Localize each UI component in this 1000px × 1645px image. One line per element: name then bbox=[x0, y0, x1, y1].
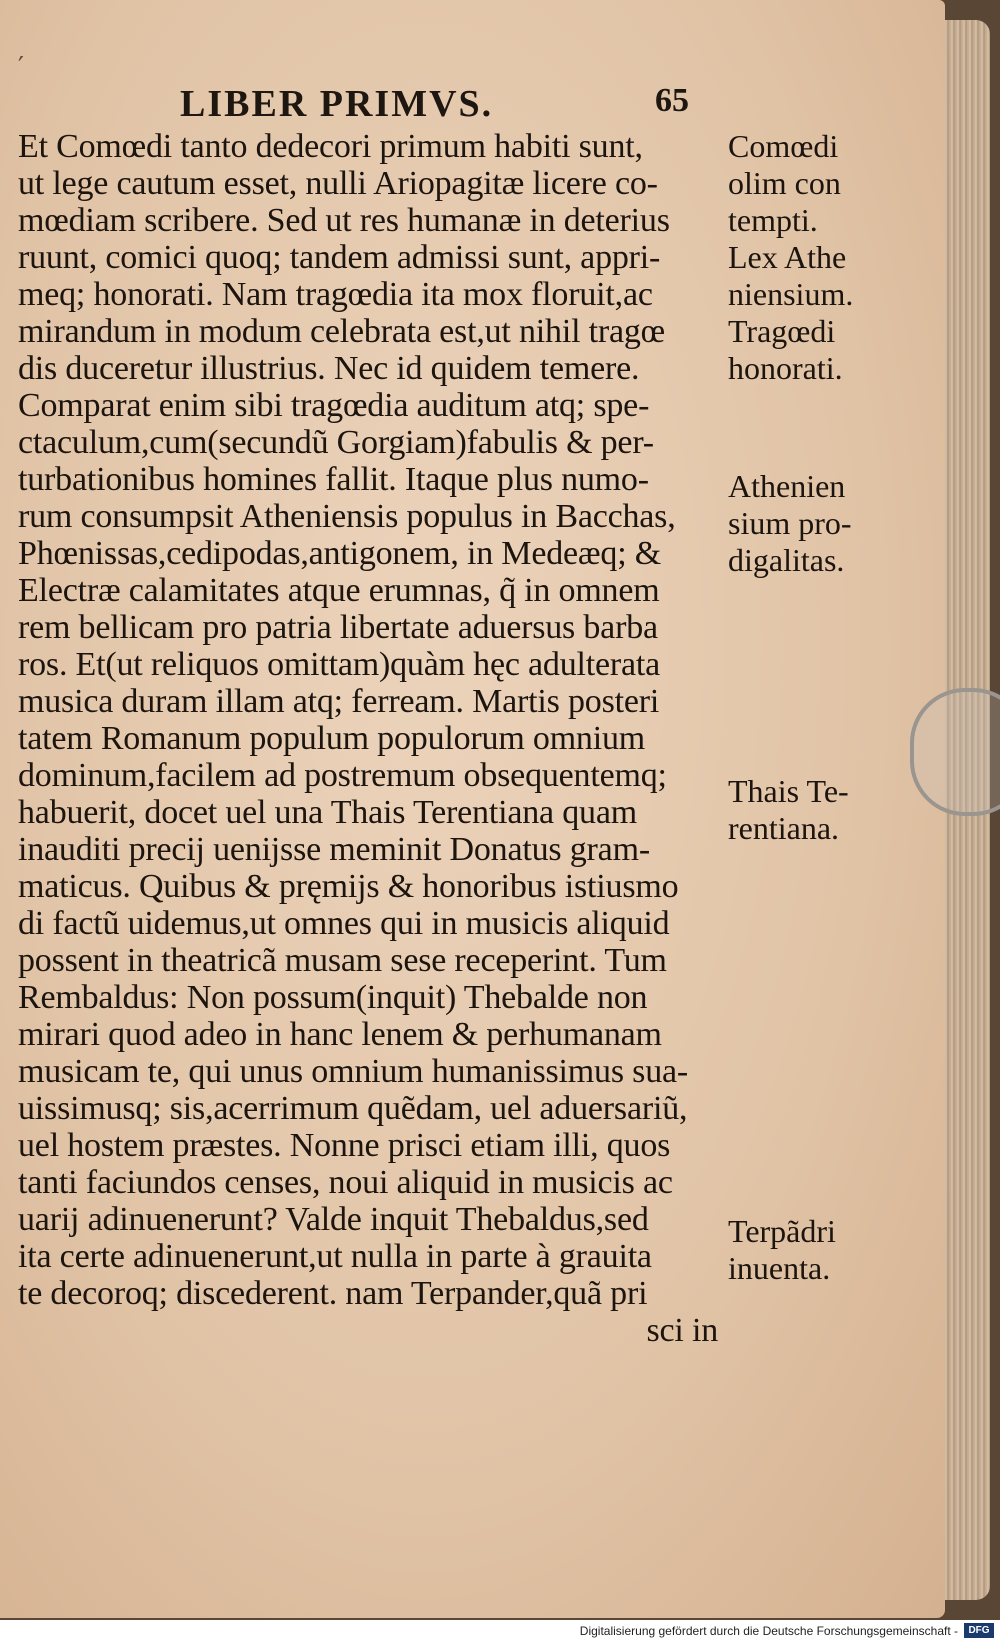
margin-note bbox=[728, 468, 928, 579]
text-line: rem bellicam pro patria libertate aduersus barba bbox=[18, 609, 658, 646]
text-line: musica duram illam atq; ferream. Martis posteri bbox=[18, 683, 660, 720]
text-line: possent in theatricã musam sese receperint. Tum bbox=[18, 942, 667, 979]
text-line: musicam te, qui unus omnium humanissimus sua- bbox=[18, 1053, 689, 1090]
text-line: dominum,facilem ad postremum obsequentemq; bbox=[18, 757, 667, 794]
margin-note-line: honorati. bbox=[728, 350, 843, 386]
margin-note-line: Athenien bbox=[728, 468, 846, 504]
text-line: uarij adinuenerunt? Valde inquit Thebaldus,sed bbox=[18, 1201, 649, 1238]
text-line: ut lege cautum esset, nulli Ariopagitæ licere co- bbox=[18, 165, 658, 202]
margin-note-line: tempti. bbox=[728, 202, 818, 238]
funding-credit: Digitalisierung gefördert durch die Deutsche Forschungsgemeinschaft - bbox=[579, 1624, 958, 1638]
text-line: tanti faciundos censes, noui aliquid in musicis ac bbox=[18, 1164, 673, 1201]
page-number: 65 bbox=[655, 82, 689, 119]
main-text-block bbox=[18, 128, 718, 1349]
text-line: mirandum in modum celebrata est,ut nihil tragœ bbox=[18, 313, 666, 350]
text-line: mirari quod adeo in hanc lenem & perhumanam bbox=[18, 1016, 662, 1053]
margin-note-line: olim con bbox=[728, 165, 841, 201]
text-line: Phœnissas,cedipodas,antigonem, in Medeæq; & bbox=[18, 535, 661, 572]
margin-note-line: inuenta. bbox=[728, 1250, 831, 1286]
text-line: dis duceretur illustrius. Nec id quidem temere. bbox=[18, 350, 640, 387]
text-line: tatem Romanum populum populorum omnium bbox=[18, 720, 646, 757]
margin-note-line: Comœdi bbox=[728, 128, 839, 164]
text-line: inauditi precij uenijsse meminit Donatus gram- bbox=[18, 831, 650, 868]
paper-clip-shadow bbox=[910, 688, 1000, 816]
text-line: Comparat enim sibi tragœdia auditum atq; spe- bbox=[18, 387, 650, 424]
margin-note bbox=[728, 128, 928, 239]
catchword-line: sci in bbox=[646, 1312, 718, 1349]
text-line: maticus. Quibus & pręmijs & honoribus istiusmo bbox=[18, 868, 679, 905]
text-line: te decoroq; discederent. nam Terpander,quã pri bbox=[18, 1275, 648, 1312]
margin-note bbox=[728, 1213, 928, 1287]
page-header bbox=[0, 82, 700, 132]
margin-note-line: niensium. bbox=[728, 276, 854, 312]
text-line: uel hostem præstes. Nonne prisci etiam illi, quos bbox=[18, 1127, 671, 1164]
text-line: mœdiam scribere. Sed ut res humanæ in deterius bbox=[18, 202, 670, 239]
digitization-footer bbox=[0, 1620, 1000, 1645]
margin-note bbox=[728, 773, 928, 847]
text-line: Rembaldus: Non possum(inquit) Thebalde non bbox=[18, 979, 648, 1016]
text-line: Electræ calamitates atque erumnas, q̃ in omnem bbox=[18, 572, 660, 609]
text-line: ruunt, comici quoq; tandem admissi sunt, appri- bbox=[18, 239, 661, 276]
margin-tick-mark: ′ bbox=[18, 52, 24, 82]
text-line: ros. Et(ut reliquos omittam)quàm hęc adulterata bbox=[18, 646, 661, 683]
margin-note-line: rentiana. bbox=[728, 810, 840, 846]
text-line: meq; honorati. Nam tragœdia ita mox floruit,ac bbox=[18, 276, 653, 313]
dfg-logo-icon: DFG bbox=[964, 1623, 994, 1638]
text-line: ctaculum,cum(secundũ Gorgiam)fabulis & per- bbox=[18, 424, 654, 461]
margin-note bbox=[728, 239, 928, 313]
margin-note-line: Terpãdri bbox=[728, 1213, 836, 1249]
text-line: uissimusq; sis,acerrimum quẽdam, uel aduersariũ, bbox=[18, 1090, 688, 1127]
text-line: di factũ uidemus,ut omnes qui in musicis aliquid bbox=[18, 905, 670, 942]
margin-note-line: sium pro- bbox=[728, 505, 852, 541]
text-line: Et Comœdi tanto dedecori primum habiti sunt, bbox=[18, 128, 643, 165]
running-head: LIBER PRIMVS. bbox=[180, 83, 494, 125]
text-line: rum consumpsit Atheniensis populus in Bacchas, bbox=[18, 498, 676, 535]
margin-note-line: Thais Te- bbox=[728, 773, 849, 809]
text-line: turbationibus homines fallit. Itaque plus numo- bbox=[18, 461, 649, 498]
margin-note bbox=[728, 313, 928, 387]
margin-note-line: Lex Athe bbox=[728, 239, 847, 275]
margin-note-line: digalitas. bbox=[728, 542, 845, 578]
margin-note-line: Tragœdi bbox=[728, 313, 836, 349]
text-line: habuerit, docet uel una Thais Terentiana quam bbox=[18, 794, 637, 831]
text-line: ita certe adinuenerunt,ut nulla in parte à grauita bbox=[18, 1238, 652, 1275]
